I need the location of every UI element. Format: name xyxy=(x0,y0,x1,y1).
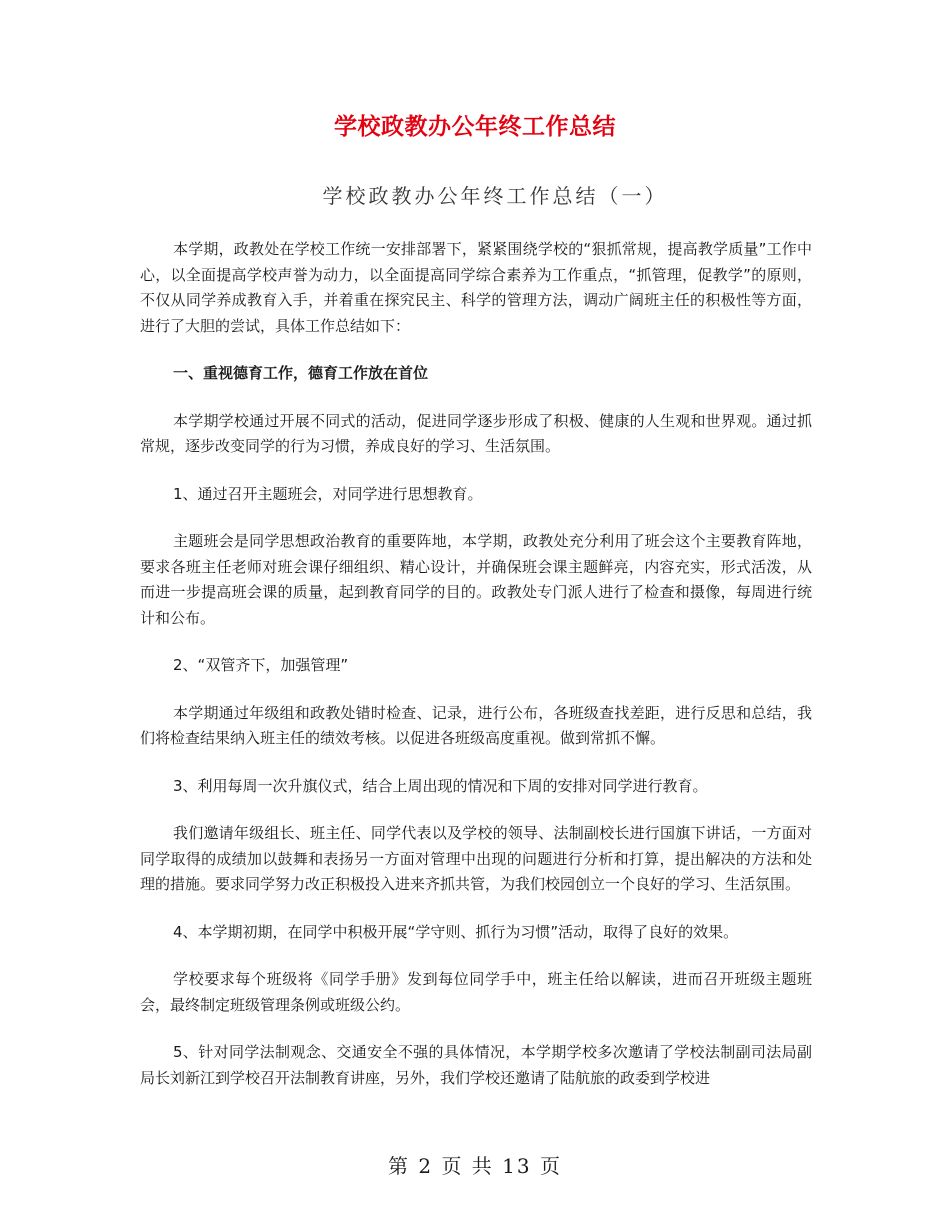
list-item-4: 4、本学期初期，在同学中积极开展“学守则、抓行为习惯”活动，取得了良好的效果。 xyxy=(173,922,739,941)
document-title: 学校政教办公年终工作总结 xyxy=(334,114,616,140)
body-paragraph: 本学期通过年级组和政教处错时检查、记录，进行公布，各班级查找差距，进行反思和总结，我们将检查结果纳入班主任的绩效考核。以促进各班级高度重视。做到常抓不懈。 xyxy=(140,703,812,747)
body-paragraph: 学校要求每个班级将《同学手册》发到每位同学手中，班主任给以解读，进而召开班级主题班会，最终制定班级管理条例或班级公约。 xyxy=(140,970,812,1014)
list-item-1: 1、通过召开主题班会，对同学进行思想教育。 xyxy=(173,484,483,503)
body-paragraph: 本学期学校通过开展不同式的活动，促进同学逐步形成了积极、健康的人生观和世界观。通过抓常规，逐步改变同学的行为习惯，养成良好的学习、生活氛围。 xyxy=(140,411,812,455)
body-paragraph: 主题班会是同学思想政治教育的重要阵地，本学期，政教处充分利用了班会这个主要教育阵地，要求各班主任老师对班会课仔细组织、精心设计，并确保班会课主题鲜亮，内容充实，形式活泼，从而进一步提高班会课的质量，起到教育同学的目的。政教处专门派人进行了检查和摄像，每周进行统计和公布。 xyxy=(140,532,812,627)
intro-paragraph: 本学期，政教处在学校工作统一安排部署下，紧紧围绕学校的“狠抓常规，提高教学质量”工作中心，以全面提高学校声誉为动力，以全面提高同学综合素养为工作重点，“抓管理，促教学”的原则，不仅从同学养成教育入手，并着重在探究民主、科学的管理方法，调动广阔班主任的积极性等方面，进行了大胆的尝试，具体工作总结如下： xyxy=(140,240,812,335)
list-item-2: 2、“双管齐下，加强管理” xyxy=(173,656,349,674)
list-item-5: 5、针对同学法制观念、交通安全不强的具体情况，本学期学校多次邀请了学校法制副司法局副局长刘新江到学校召开法制教育讲座，另外，我们学校还邀请了陆航旅的政委到学校进 xyxy=(140,1043,812,1087)
page-number-footer: 第 2 页 共 13 页 xyxy=(388,1154,562,1178)
document-body xyxy=(140,237,812,1113)
section-heading-1: 一、重视德育工作，德育工作放在首位 xyxy=(173,364,429,382)
list-item-3: 3、利用每周一次升旗仪式，结合上周出现的情况和下周的安排对同学进行教育。 xyxy=(173,776,708,795)
body-paragraph: 我们邀请年级组长、班主任、同学代表以及学校的领导、法制副校长进行国旗下讲话，一方面对同学取得的成绩加以鼓舞和表扬另一方面对管理中出现的问题进行分析和打算，提出解决的方法和处理的措施。要求同学努力改正积极投入进来齐抓共管，为我们校园创立一个良好的学习、生活氛围。 xyxy=(140,824,812,893)
document-subtitle: 学校政教办公年终工作总结（一） xyxy=(322,184,668,208)
